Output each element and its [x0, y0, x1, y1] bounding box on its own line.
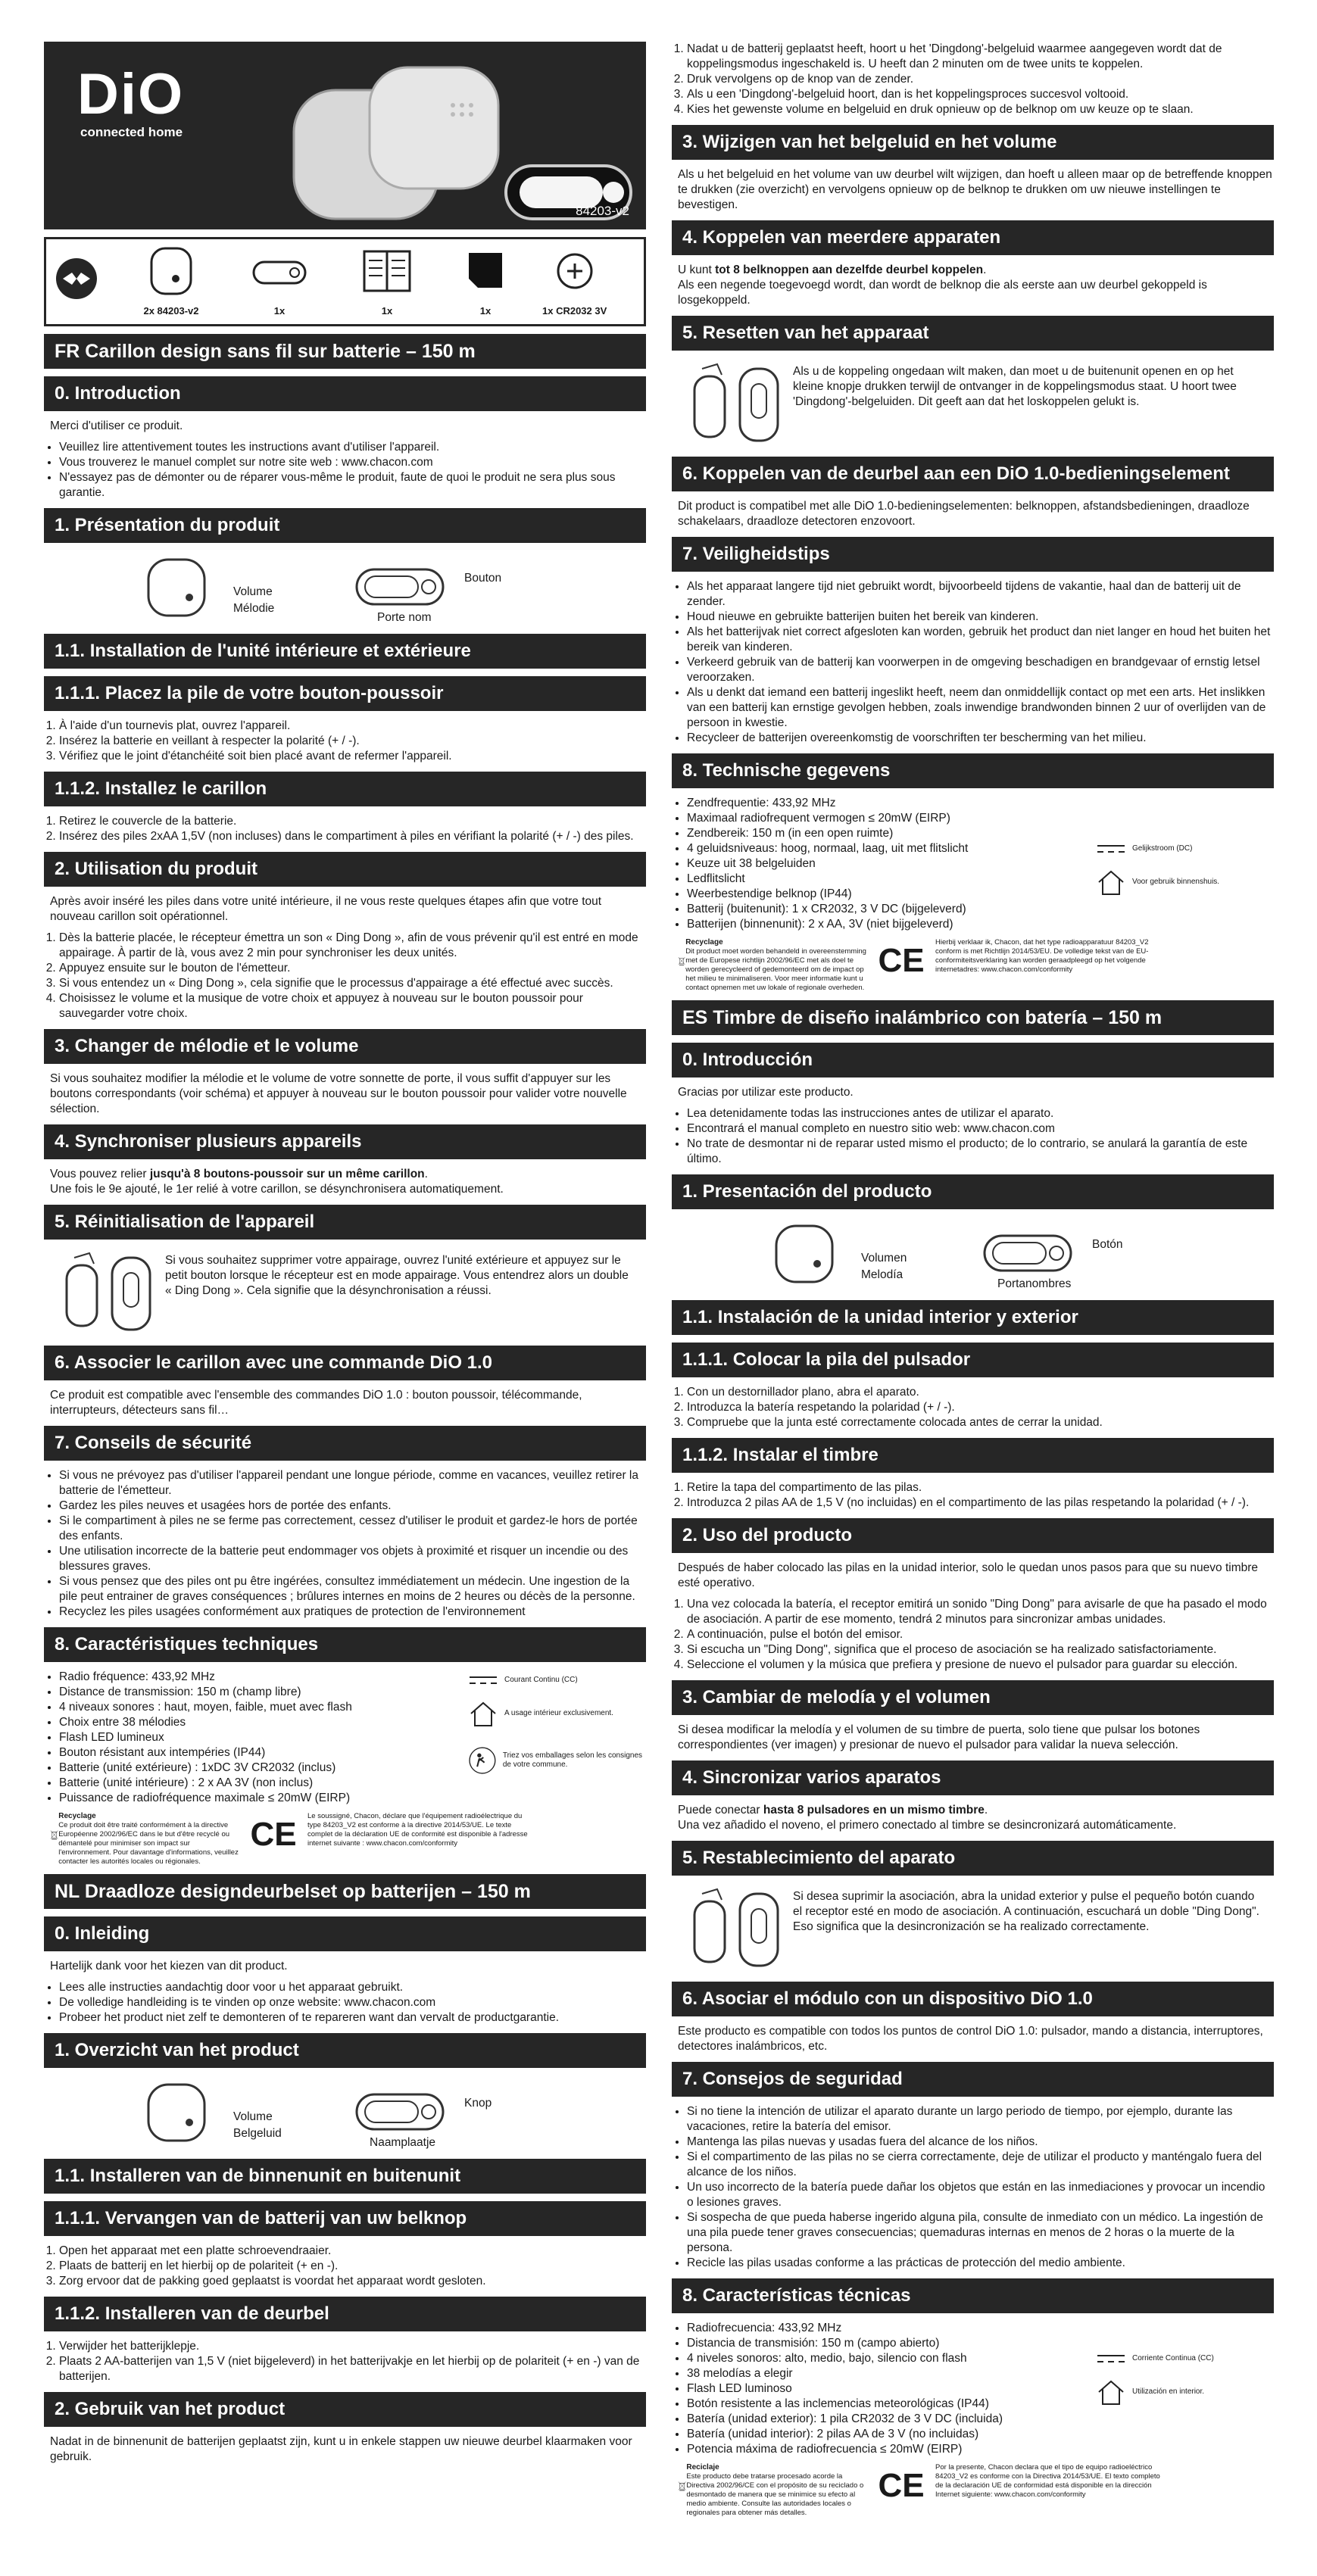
manual-icon	[357, 245, 417, 298]
fr-sync-text	[50, 1167, 646, 1197]
fr-battery-heading: 1.1.1. Placez la pile de votre bouton-poussoir	[44, 676, 646, 711]
dc-label: Gelijkstroom (DC)	[1132, 844, 1193, 853]
nl-assoc-heading: 6. Koppelen van de deurbel aan een DiO 1.0-bedieningselement	[672, 457, 1274, 491]
nl-battery-heading: 1.1.1. Vervangen van de batterij van uw belknop	[44, 2201, 646, 2236]
list-item: • Distancia de transmisión: 150 m (campo abierto)	[687, 2336, 1274, 2351]
brand-logo	[77, 64, 184, 140]
es-specs-heading: 8. Características técnicas	[672, 2278, 1274, 2313]
model-number: 84203-v2	[576, 204, 629, 218]
list-item: • Si vous ne prévoyez pas d'utiliser l'appareil pendant une longue période, comme en vacances, veuillez retirer la batterie de l'émetteur.	[59, 1468, 646, 1499]
fr-title: FR Carillon design sans fil sur batterie – 150 m	[44, 334, 646, 369]
list-item: • De volledige handleiding is te vinden op onze website: www.chacon.com	[59, 1995, 646, 2010]
list-item: • Si le compartiment à piles ne se ferme pas correctement, cessez d'utiliser le produit et gardez-le hors de portée des enfants.	[59, 1514, 646, 1544]
list-item: 2. Plaats 2 AA-batterijen van 1,5 V (niet bijgeleverd) in het batterijvakje en let hierbij op de polariteit (+ en -) van de batterijen.	[59, 2354, 646, 2384]
es-title: ES Timbre de diseño inalámbrico con batería – 150 m	[672, 1000, 1274, 1035]
list-item: • Batería (unidad interior): 2 pilas AA de 3 V (no incluidas)	[687, 2427, 1274, 2442]
list-item: 3. Vérifiez que le joint d'étanchéité soit bien placé avant de refermer l'appareil.	[59, 749, 646, 764]
text-part: Vous pouvez relier	[50, 1168, 150, 1180]
reset-diagram-icon	[687, 1886, 785, 1969]
fr-label-nameplate: Porte nom	[377, 611, 432, 624]
fr-reset-block	[44, 1247, 646, 1338]
push-button-diagram-icon	[982, 1233, 1073, 1273]
fr-intro-heading: 0. Introduction	[44, 376, 646, 411]
indoor-label: A usage intérieur exclusivement.	[504, 1709, 613, 1717]
chime-diagram-icon	[142, 2079, 211, 2147]
list-item: • Batterie (unité extérieure) : 1xDC 3V CR2032 (inclus)	[59, 1760, 646, 1776]
es-label-nameplate: Portanombres	[997, 1277, 1072, 1290]
product-photo	[279, 52, 635, 226]
list-item: • Si no tiene la intención de utilizar el aparato durante un largo periodo de tiempo, por ejemplo, durante las vacaciones, retire la batería del emisor.	[687, 2104, 1274, 2135]
battery-coin-icon	[545, 245, 605, 298]
list-item: • N'essayez pas de démonter ou de réparer vous-même le produit, faute de quoi le produit ne sera plus sous garantie.	[59, 470, 646, 501]
es-battery-heading: 1.1.1. Colocar la pila del pulsador	[672, 1343, 1274, 1377]
nl-presentation-heading: 1. Overzicht van het product	[44, 2033, 646, 2068]
fr-install-heading: 1.1. Installation de l'unité intérieure et extérieure	[44, 634, 646, 669]
list-item: 2. Insérez des piles 2xAA 1,5V (non incluses) dans le compartiment à piles en vérifiant la polarité (+ / -) des piles.	[59, 829, 646, 844]
brand-name: DiO	[77, 62, 185, 126]
push-button-icon	[249, 245, 310, 298]
dc-current-icon	[468, 1673, 498, 1688]
recycle-title: Recyclage	[58, 1812, 96, 1820]
nl-safety-list	[678, 579, 1274, 746]
dio-shield-icon	[54, 256, 99, 301]
recycle-title: Recyclage	[685, 938, 723, 947]
list-item: • Zendfrequentie: 433,92 MHz	[687, 796, 1274, 811]
house-icon	[468, 1698, 498, 1729]
text-emphasis: tot 8 belknoppen aan dezelfde deurbel koppelen	[715, 264, 984, 276]
es-reset-block	[672, 1883, 1274, 1974]
fr-label-melody: Mélodie	[233, 602, 275, 615]
list-item: • No trate de desmontar ni de reparar usted mismo el producto; de lo contrario, se anulará la garantía de este último.	[687, 1137, 1274, 1167]
es-label-button: Botón	[1092, 1238, 1123, 1251]
nl-safety-heading: 7. Veiligheidstips	[672, 537, 1274, 572]
list-item: • Probeer het product niet zelf te demonteren of te repareren want dan vervalt de productgarantie.	[59, 2010, 646, 2026]
fr-declaration: Le soussigné, Chacon, déclare que l'équipement radioélectrique du type 84203_V2 est conforme à la directive 2014/53/UE. Le texte complet de la déclaration UE de conformité est disponible à l'adresse internet suivante : www.chacon.com/conformity	[307, 1812, 528, 1848]
nl-use-heading: 2. Gebruik van het product	[44, 2392, 646, 2427]
house-icon	[1096, 867, 1126, 897]
dc-current-icon	[1096, 841, 1126, 856]
dc-row	[468, 1673, 642, 1688]
ce-mark: CE	[250, 1816, 297, 1853]
fr-presentation-heading: 1. Présentation du produit	[44, 508, 646, 543]
nl-install-heading: 1.1. Installeren van de binnenunit en buitenunit	[44, 2159, 646, 2194]
nl-specs-heading: 8. Technische gegevens	[672, 753, 1274, 788]
fr-label-volume: Volume	[233, 585, 273, 598]
content-label: 2x 84203-v2	[143, 305, 199, 317]
es-chime-steps	[678, 1480, 1274, 1511]
es-use-text: Después de haber colocado las pilas en la unidad interior, solo le quedan unos pasos para que su nuevo timbre esté operativo.	[678, 1561, 1259, 1589]
list-item: • Botón resistente a las inclemencias meteorológicas (IP44)	[687, 2397, 1274, 2412]
list-item: 2. Introduzca 2 pilas AA de 1,5 V (no incluidas) en el compartimento de las pilas respetando la polaridad (+ / -).	[687, 1495, 1274, 1511]
list-item: • Lees alle instructies aandachtig door voor u het apparaat gebruikt.	[59, 1980, 646, 1995]
text-part: Una vez añadido el noveno, el primero conectado al timbre se desincronizará automáticamente.	[678, 1819, 1177, 1832]
text-part: U kunt	[678, 264, 716, 276]
es-sync-text	[678, 1803, 1274, 1833]
fr-chime-steps	[50, 814, 646, 844]
house-icon	[1096, 2377, 1126, 2407]
list-item: 1. Retire la tapa del compartimento de las pilas.	[687, 1480, 1274, 1495]
text-part: .	[424, 1168, 428, 1180]
recycle-body: Dit product moet worden behandeld in overeenstemming met de Europese richtlijn 2002/96/EC met als doel te worden gerecycleerd of gedemonteerd om de impact op het milieu te minimaliseren. Voor meer informatie kunt u contact opnemen met uw lokale of regionale overheden.	[685, 947, 866, 992]
es-product-diagram	[672, 1217, 1274, 1293]
list-item: • Verkeerd gebruik van de batterij kan voorwerpen in de omgeving beschadigen en brandgevaar of ernstig letsel veroorzaken.	[687, 655, 1274, 685]
es-label-volume: Volumen	[861, 1252, 907, 1265]
list-item: • Une utilisation incorrecte de la batterie peut endommager vos objets à proximité et risquer un incendie ou des blessures graves.	[59, 1544, 646, 1574]
dc-current-icon	[1096, 2351, 1126, 2366]
list-item: 2. Druk vervolgens op de knop van de zender.	[687, 72, 1274, 87]
fr-intro-list	[50, 440, 646, 501]
nl-reset-text: Als u de koppeling ongedaan wilt maken, dan moet u de buitenunit openen en op het kleine knopje drukken terwijl de ontvanger in de koppelingsmodus staat. U hoort twee 'Dingdong'-belgeluiden. Dit geeft aan dat het loskoppelen gelukt is.	[793, 365, 1237, 408]
nl-title: NL Draadloze designdeurbelset op batterijen – 150 m	[44, 1874, 646, 1909]
content-item-manual	[357, 245, 417, 317]
content-item-battery	[542, 245, 607, 317]
nl-chime-steps	[50, 2339, 646, 2384]
nl-recycle	[678, 938, 867, 993]
nl-specs-block	[672, 796, 1274, 932]
weee-bin-icon	[678, 938, 685, 984]
dc-row	[1096, 841, 1270, 856]
indoor-row	[1096, 867, 1270, 897]
nl-label-button: Knop	[464, 2097, 492, 2110]
list-item: 2. Plaats de batterij en let hierbij op de polariteit (+ en -).	[59, 2259, 646, 2274]
list-item: • Batería (unidad exterior): 1 pila CR2032 de 3 V DC (incluida)	[687, 2412, 1274, 2427]
nl-melody-text: Als u het belgeluid en het volume van uw deurbel wilt wijzigen, dan hoeft u alleen maar op de betreffende knoppen te drukken (zie overzicht) en vervolgens opnieuw op de belknop te drukken om uw nieuwe instellingen te bevestigen.	[678, 168, 1272, 211]
chime-diagram-icon	[770, 1220, 838, 1288]
dc-label: Corriente Continua (CC)	[1132, 2354, 1214, 2362]
es-safety-heading: 7. Consejos de seguridad	[672, 2062, 1274, 2097]
nl-sync-text	[678, 263, 1274, 308]
list-item: • Recyclez les piles usagées conformément aux pratiques de protection de l'environnement	[59, 1605, 646, 1620]
chime-unit-icon	[141, 245, 201, 298]
list-item: 3. Si escucha un "Ding Dong", significa que el proceso de asociación se ha realizado satisfactoriamente.	[687, 1642, 1274, 1658]
fr-spec-icons	[468, 1673, 642, 1792]
nl-intro-heading: 0. Inleiding	[44, 1916, 646, 1951]
text-emphasis: jusqu'à 8 boutons-poussoir sur un même carillon	[149, 1168, 425, 1180]
nl-spec-icons	[1096, 841, 1270, 908]
nl-product-diagram	[44, 2075, 646, 2151]
es-presentation-heading: 1. Presentación del producto	[672, 1174, 1274, 1209]
list-item: • Houd nieuwe en gebruikte batterijen buiten het bereik van kinderen.	[687, 610, 1274, 625]
list-item: • Recicle las pilas usadas conforme a las prácticas de protección del medio ambiente.	[687, 2256, 1274, 2271]
nl-recycle-text	[685, 938, 867, 993]
list-item: • 4 niveaux sonores : haut, moyen, faible, muet avec flash	[59, 1700, 646, 1715]
es-use-heading: 2. Uso del producto	[672, 1518, 1274, 1553]
list-item: 2. A continuación, pulse el botón del emisor.	[687, 1627, 1274, 1642]
fr-chime-heading: 1.1.2. Installez le carillon	[44, 772, 646, 806]
fr-product-diagram	[44, 550, 646, 626]
fr-specs-block	[44, 1670, 646, 1806]
es-sync-heading: 4. Sincronizar varios aparatos	[672, 1760, 1274, 1795]
dc-row	[1096, 2351, 1270, 2366]
list-item: • Bouton résistant aux intempéries (IP44)	[59, 1745, 646, 1760]
fr-assoc-heading: 6. Associer le carillon avec une commande DiO 1.0	[44, 1346, 646, 1380]
recycle-title: Reciclaje	[686, 2463, 719, 2472]
hero-banner	[44, 42, 646, 229]
es-intro-list	[678, 1106, 1274, 1167]
list-item: • Als u denkt dat iemand een batterij ingeslikt heeft, neem dan onmiddellijk contact op met een arts. Het inslikken van een batterij kan ernstige gevolgen hebben, zoals inwendige brandwonden binnen 2 uur of overlijden van de persoon in kwestie.	[687, 685, 1274, 731]
nl-legal-block	[678, 938, 1274, 993]
fr-safety-heading: 7. Conseils de sécurité	[44, 1426, 646, 1461]
nl-use-steps	[678, 42, 1274, 117]
list-item: • Vous trouverez le manuel complet sur notre site web : www.chacon.com	[59, 455, 646, 470]
fr-reset-heading: 5. Réinitialisation de l'appareil	[44, 1205, 646, 1240]
content-item-button	[249, 245, 310, 317]
list-item: • Choix entre 38 mélodies	[59, 1715, 646, 1730]
brand-tagline: connected home	[80, 125, 183, 139]
list-item: • Si vous pensez que des piles ont pu être ingérées, consultez immédiatement un médecin. Une ingestion de la pile peut entrainer de graves conséquences ; brûlures internes en moins de 2 heures ou décès de la personne.	[59, 1574, 646, 1605]
reset-diagram-icon	[59, 1250, 158, 1333]
list-item: • 4 niveles sonoros: alto, medio, bajo, silencio con flash	[687, 2351, 1274, 2366]
left-column	[44, 42, 646, 2471]
list-item: 3. Als u een 'Dingdong'-belgeluid hoort, dan is het koppelingsproces succesvol voltooid.	[687, 87, 1274, 102]
text-part: .	[983, 264, 987, 276]
fr-assoc-text: Ce produit est compatible avec l'ensemble des commandes DiO 1.0 : bouton poussoir, télécommande, interrupteurs, détecteurs sans fil…	[50, 1389, 582, 1417]
es-declaration: Por la presente, Chacon declara que el tipo de equipo radioeléctrico 84203_V2 es conforme con la Directiva 2014/53/UE. El texto completo de la declaración UE de conformidad está disponible en la dirección Internet siguiente: www.chacon.com/conformity	[935, 2463, 1160, 2499]
list-item: • Maximaal radiofrequent vermogen ≤ 20mW (EIRP)	[687, 811, 1274, 826]
recycle-body: Este producto debe tratarse procesado acorde la Directiva 2002/96/CE con el propósito de su reciclado o desmontado de manera que se minimice su efecto al medio ambiente. Consulte las autoridades locales o regionales para obtener más detalles.	[686, 2472, 864, 2517]
es-specs-block	[672, 2321, 1274, 2457]
es-legal-block	[678, 2463, 1274, 2518]
list-item: • Batterijen (binnenunit): 2 x AA, 3V (niet bijgeleverd)	[687, 917, 1274, 932]
reset-diagram-icon	[687, 361, 785, 444]
recycle-body: Ce produit doit être traité conformément à la directive Européenne 2002/96/EC dans le but d'être recyclé ou démantelé pour minimiser son impact sur l'environnement. Pour davantage d'informations, veuillez contacter les autorités locales ou régionales.	[58, 1821, 239, 1866]
list-item: 1. Open het apparaat met een platte schroevendraaier.	[59, 2244, 646, 2259]
nl-reset-block	[672, 358, 1274, 449]
fr-use-text: Après avoir inséré les piles dans votre unité intérieure, il ne vous reste quelques étapes afin que votre tout nouveau carillon soit opérationnel.	[50, 895, 602, 923]
list-item: 1. Con un destornillador plano, abra el aparato.	[687, 1385, 1274, 1400]
push-button-diagram-icon	[354, 567, 445, 607]
list-item: 1. Verwijder het batterijklepje.	[59, 2339, 646, 2354]
list-item: • Flash LED luminoso	[687, 2381, 1274, 2397]
es-reset-text: Si desea suprimir la asociación, abra la unidad exterior y pulse el pequeño botón cuando el receptor esté en modo de asociación. A continuación, escuchará un doble "Ding Dong". Eso significa que la desincronización se ha realizado correctamente.	[793, 1890, 1259, 1933]
es-intro-heading: 0. Introducción	[672, 1043, 1274, 1077]
nl-sync-heading: 4. Koppelen van meerdere apparaten	[672, 220, 1274, 255]
list-item: • 4 geluidsniveaus: hoog, normaal, laag, uit met flitslicht	[687, 841, 1274, 856]
fr-melody-text: Si vous souhaitez modifier la mélodie et le volume de votre sonnette de porte, il vous suffit d'appuyer sur les boutons correspondants (voir schéma) et appuyer à nouveau sur le bouton poussoir pour valider votre nouvelle sélection.	[50, 1072, 627, 1115]
es-chime-heading: 1.1.2. Instalar el timbre	[672, 1438, 1274, 1473]
list-item: 2. Appuyez ensuite sur le bouton de l'émetteur.	[59, 961, 646, 976]
fr-melody-heading: 3. Changer de mélodie et le volume	[44, 1029, 646, 1064]
list-item: 4. Kies het gewenste volume en belgeluid en druk opnieuw op de belknop om uw keuze op te slaan.	[687, 102, 1274, 117]
text-part: Als een negende toegevoegd wordt, dan wordt de belknop die als eerste aan uw deurbel gekoppeld is losgekoppeld.	[678, 279, 1207, 307]
nl-battery-steps	[50, 2244, 646, 2289]
list-item: • Radio fréquence: 433,92 MHz	[59, 1670, 646, 1685]
fr-specs-heading: 8. Caractéristiques techniques	[44, 1627, 646, 1662]
list-item: • Ledflitslicht	[687, 872, 1274, 887]
content-label: 1x	[479, 305, 492, 317]
weee-bin-icon	[50, 1812, 58, 1857]
text-part: .	[984, 1804, 988, 1817]
list-item: 3. Zorg ervoor dat de pakking goed geplaatst is voordat het apparaat wordt gesloten.	[59, 2274, 646, 2289]
list-item: • Si el compartimento de las pilas no se cierra correctamente, deje de utilizar el producto y manténgalo fuera del alcance de los niños.	[687, 2150, 1274, 2180]
es-use-steps	[678, 1597, 1274, 1673]
list-item: 3. Compruebe que la junta esté correctamente colocada antes de cerrar la unidad.	[687, 1415, 1274, 1430]
nl-melody-heading: 3. Wijzigen van het belgeluid en het volume	[672, 125, 1274, 160]
triman-icon	[468, 1739, 497, 1782]
nl-chime-heading: 1.1.2. Installeren van de deurbel	[44, 2297, 646, 2331]
ce-mark: CE	[878, 2467, 925, 2504]
indoor-label: Utilización en interior.	[1132, 2387, 1205, 2396]
list-item: • Un uso incorrecto de la batería puede dañar los objetos que están en las inmediaciones y provocar un incendio o lesiones graves.	[687, 2180, 1274, 2210]
list-item: 4. Seleccione el volumen y la música que prefiera y presione de nuevo el pulsador para guardar su elección.	[687, 1658, 1274, 1673]
fr-safety-list	[50, 1468, 646, 1620]
indoor-row	[468, 1698, 642, 1729]
list-item: • Gardez les piles neuves et usagées hors de portée des enfants.	[59, 1499, 646, 1514]
content-item-units	[141, 245, 201, 317]
list-item: • Veuillez lire attentivement toutes les instructions avant d'utiliser l'appareil.	[59, 440, 646, 455]
nl-label-volume: Volume	[233, 2110, 273, 2123]
list-item: • Als het batterijvak niet correct afgesloten kan worden, gebruik het product dan niet langer en houd het buiten het bereik van kinderen.	[687, 625, 1274, 655]
list-item: 2. Introduzca la batería respetando la polaridad (+ / -).	[687, 1400, 1274, 1415]
list-item: 1. À l'aide d'un tournevis plat, ouvrez l'appareil.	[59, 719, 646, 734]
triman-label: Triez vos emballages selon les consignes de votre commune.	[502, 1751, 643, 1769]
fr-use-heading: 2. Utilisation du produit	[44, 852, 646, 887]
list-item: • Si sospecha de que pueda haberse ingerido alguna pila, consulte de inmediato con un médico. La ingestión de una pila puede tener graves consecuencias; quemaduras internas en menos de 2 horas o la muerte de la persona.	[687, 2210, 1274, 2256]
ce-mark: CE	[878, 942, 925, 979]
text-part: Puede conectar	[678, 1804, 763, 1817]
list-item: • Flash LED lumineux	[59, 1730, 646, 1745]
list-item: • Recycleer de batterijen overeenkomstig de voorschriften ter bescherming van het milieu.	[687, 731, 1274, 746]
es-install-heading: 1.1. Instalación de la unidad interior y exterior	[672, 1300, 1274, 1335]
push-button-diagram-icon	[354, 2092, 445, 2132]
content-label: 1x	[381, 305, 393, 317]
package-contents	[44, 237, 646, 326]
list-item: • 38 melodías a elegir	[687, 2366, 1274, 2381]
content-label: 1x	[273, 305, 286, 317]
list-item: 1. Una vez colocada la batería, el receptor emitirá un sonido "Ding Dong" para avisarle de que ha pasado el modo de asociación. A partir de ese momento, tendrá 2 minutos para sincronizar ambas unidades.	[687, 1597, 1274, 1627]
es-spec-icons	[1096, 2351, 1270, 2418]
list-item: • Radiofrecuencia: 433,92 MHz	[687, 2321, 1274, 2336]
nl-assoc-text: Dit product is compatibel met alle DiO 1.0-bedieningselementen: belknoppen, afstandsbedieningen, draadloze schakelaars, draadloze detectoren enzovoort.	[678, 500, 1250, 528]
list-item: • Als het apparaat langere tijd niet gebruikt wordt, bijvoorbeeld tijdens de vakantie, haal dan de batterij uit de zender.	[687, 579, 1274, 610]
fr-intro-text: Merci d'utiliser ce produit.	[50, 419, 183, 432]
list-item: • Batterie (unité intérieure) : 2 x AA 3V (non inclus)	[59, 1776, 646, 1791]
nl-use-text: Nadat in de binnenunit de batterijen geplaatst zijn, kunt u in enkele stappen uw nieuwe deurbel klaarmaken voor gebruik.	[50, 2435, 632, 2463]
list-item: • Zendbereik: 150 m (in een open ruimte)	[687, 826, 1274, 841]
list-item: 2. Insérez la batterie en veillant à respecter la polarité (+ / -).	[59, 734, 646, 749]
es-safety-list	[678, 2104, 1274, 2271]
list-item: 4. Choisissez le volume et la musique de votre choix et appuyez à nouveau sur le bouton poussoir pour sauvegarder votre choix.	[59, 991, 646, 1021]
chime-diagram-icon	[142, 554, 211, 622]
list-item: • Mantenga las pilas nuevas y usadas fuera del alcance de los niños.	[687, 2135, 1274, 2150]
list-item: 1. Nadat u de batterij geplaatst heeft, hoort u het 'Dingdong'-belgeluid waarmee aangegeven wordt dat de koppelingsmodus ingeschakeld is. U heeft dan 2 minuten om de twee units te koppelen.	[687, 42, 1274, 72]
list-item: • Distance de transmission: 150 m (champ libre)	[59, 1685, 646, 1700]
es-assoc-heading: 6. Asociar el módulo con un dispositivo DiO 1.0	[672, 1982, 1274, 2016]
fr-use-steps	[50, 931, 646, 1021]
list-item: • Encontrará el manual completo en nuestro sitio web: www.chacon.com	[687, 1121, 1274, 1137]
adhesive-icon	[455, 245, 516, 298]
es-recycle-text	[686, 2463, 867, 2518]
es-battery-steps	[678, 1385, 1274, 1430]
list-item: • Weerbestendige belknop (IP44)	[687, 887, 1274, 902]
triman-row	[468, 1739, 642, 1782]
es-melody-heading: 3. Cambiar de melodía y el volumen	[672, 1680, 1274, 1715]
es-recycle	[678, 2463, 867, 2518]
content-item-sticker	[455, 245, 516, 317]
fr-reset-text: Si vous souhaitez supprimer votre appairage, ouvrez l'unité extérieure et appuyez sur le petit bouton lorsque le récepteur est en mode appairage. Vous entendrez alors un double « Ding Dong ». Cela signifie que la désynchronisation a réussi.	[165, 1254, 629, 1297]
content-label: 1x CR2032 3V	[542, 305, 607, 317]
es-melody-text: Si desea modificar la melodía y el volumen de su timbre de puerta, solo tiene que pulsar los botones correspondientes (ver imagen) y presionar de nuevo el pulsador para validar la nueva selección.	[678, 1723, 1200, 1751]
es-intro-text: Gracias por utilizar este producto.	[678, 1086, 854, 1099]
es-label-melody: Melodía	[861, 1268, 903, 1281]
nl-declaration: Hierbij verklaar ik, Chacon, dat het type radioapparatuur 84203_V2 conform is met Richtlijn 2014/53/EU. De volledige tekst van de EU-conformiteitsverklaring kan worden geraadpleegd op het volgende internetadres: www.chacon.com/conformity	[935, 938, 1149, 974]
list-item: • Lea detenidamente todas las instrucciones antes de utilizar el aparato.	[687, 1106, 1274, 1121]
list-item: • Puissance de radiofréquence maximale ≤ 20mW (EIRP)	[59, 1791, 646, 1806]
indoor-label: Voor gebruik binnenshuis.	[1132, 878, 1220, 886]
indoor-row	[1096, 2377, 1270, 2407]
right-column	[672, 42, 1274, 2525]
list-item: 3. Si vous entendez un « Ding Dong », cela signifie que le processus d'appairage a été effectué avec succès.	[59, 976, 646, 991]
list-item: • Potencia máxima de radiofrecuencia ≤ 20mW (EIRP)	[687, 2442, 1274, 2457]
text-part: Une fois le 9e ajouté, le 1er relié à votre carillon, se désynchronisera automatiquement.	[50, 1183, 504, 1196]
fr-battery-steps	[50, 719, 646, 764]
fr-recycle	[50, 1812, 239, 1867]
dc-label: Courant Continu (CC)	[504, 1676, 578, 1684]
nl-intro-text: Hartelijk dank voor het kiezen van dit product.	[50, 1960, 288, 1973]
fr-sync-heading: 4. Synchroniser plusieurs appareils	[44, 1124, 646, 1159]
text-emphasis: hasta 8 pulsadores en un mismo timbre	[763, 1804, 985, 1817]
list-item: 1. Dès la batterie placée, le récepteur émettra un son « Ding Dong », afin de vous prévenir qu'il est entré en mode appairage. À partir de là, vous avez 2 min pour synchroniser les deux unités.	[59, 931, 646, 961]
list-item: • Batterij (buitenunit): 1 x CR2032, 3 V DC (bijgeleverd)	[687, 902, 1274, 917]
nl-intro-list	[50, 1980, 646, 2026]
nl-reset-heading: 5. Resetten van het apparaat	[672, 316, 1274, 351]
list-item: • Keuze uit 38 belgeluiden	[687, 856, 1274, 872]
fr-label-button: Bouton	[464, 572, 502, 585]
fr-legal-block	[50, 1812, 646, 1867]
nl-label-melody: Belgeluid	[233, 2127, 282, 2140]
nl-label-nameplate: Naamplaatje	[370, 2136, 436, 2149]
list-item: 1. Retirez le couvercle de la batterie.	[59, 814, 646, 829]
weee-bin-icon	[678, 2463, 686, 2509]
fr-recycle-text	[58, 1812, 239, 1867]
es-assoc-text: Este producto es compatible con todos los puntos de control DiO 1.0: pulsador, mando a distancia, interruptores, detectores inalámbricos, etc.	[678, 2025, 1263, 2053]
es-reset-heading: 5. Restablecimiento del aparato	[672, 1841, 1274, 1876]
